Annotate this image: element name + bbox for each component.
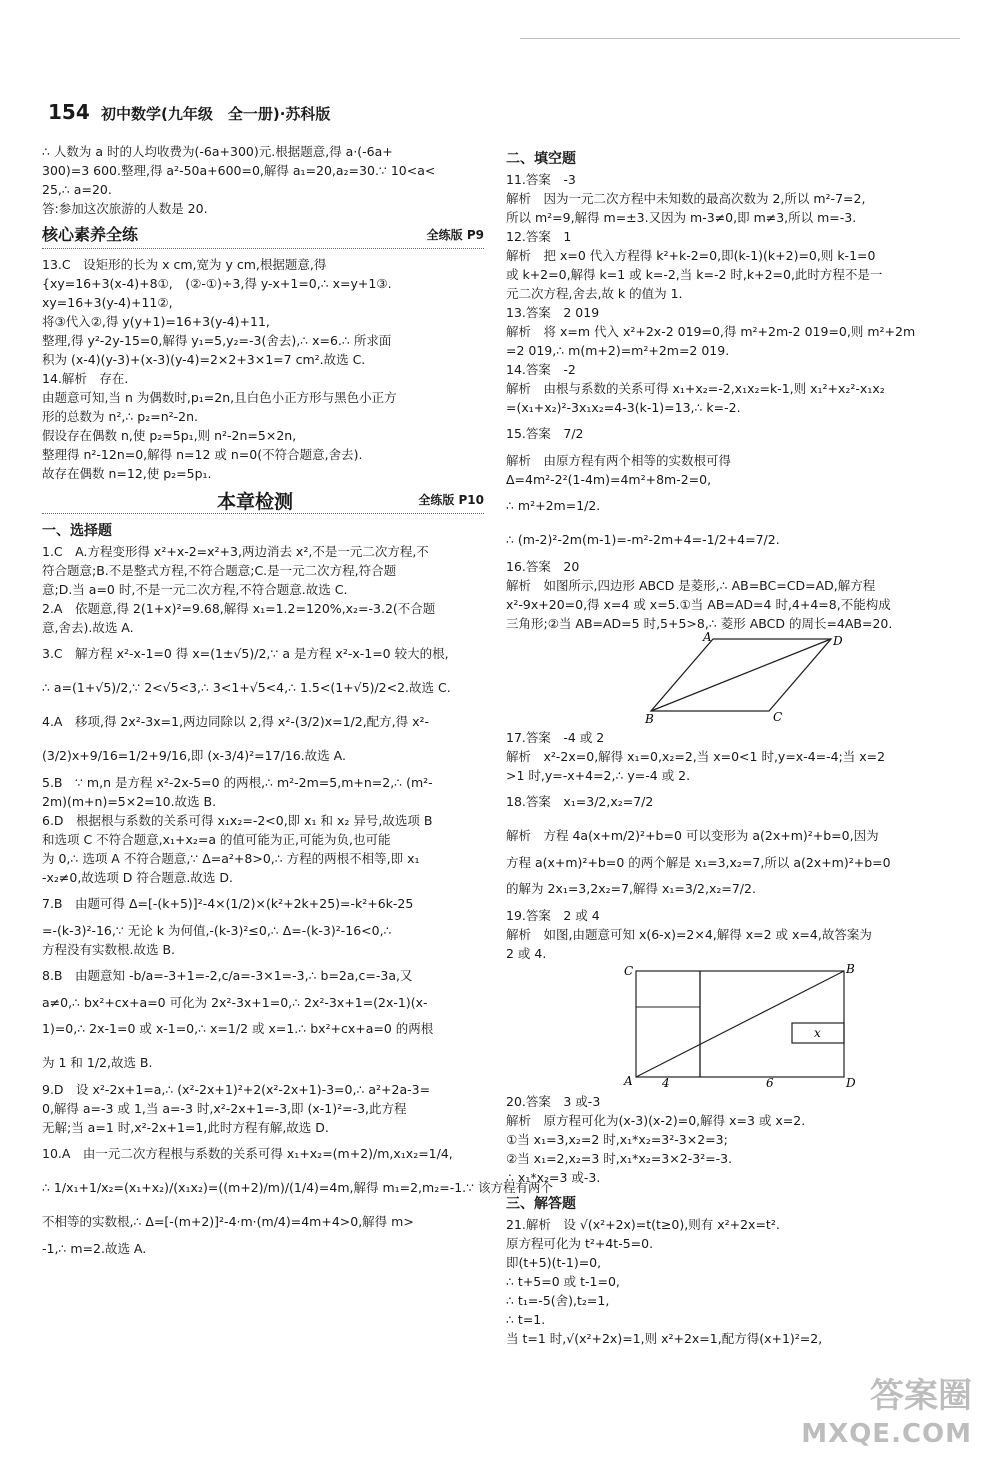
watermark-url: MXQE.COM	[801, 1419, 972, 1449]
text-line: 3.C 解方程 x²-x-1=0 得 x=(1±√5)/2,∵ a 是方程 x²-x-1=0 较大的根,	[42, 646, 449, 661]
text-line: ∴ t=1.	[506, 1312, 546, 1327]
text-line: 意;D.当 a=0 时,不是一元二次方程,不符合题意.故选 C.	[42, 582, 348, 597]
text-line: =-(k-3)²-16,∵ 无论 k 为何值,-(k-3)²≤0,∴ Δ=-(k-3)²-16<0,∴	[42, 923, 392, 938]
top-rule	[520, 38, 960, 39]
text-line: 4.A 移项,得 2x²-3x=1,两边同除以 2,得 x²-(3/2)x=1/2,配方,得 x²-	[42, 714, 430, 729]
label-A: A	[624, 1074, 633, 1088]
text-line: ∴ t₁=-5(舍),t₂=1,	[506, 1293, 610, 1308]
section-heading-ref: 全练版 P9	[426, 228, 484, 242]
page-number: 154	[48, 100, 90, 124]
text-line: 21.解析 设 √(x²+2x)=t(t≥0),则有 x²+2x=t².	[506, 1217, 780, 1232]
text-line: 解析 如图所示,四边形 ABCD 是菱形,∴ AB=BC=CD=AD,解方程	[506, 578, 876, 593]
section-heading-title: 本章检测	[217, 491, 294, 513]
label-D: D	[846, 1076, 856, 1090]
text-line: 11.答案 -3	[506, 172, 576, 187]
text-line: 8.B 由题意知 -b/a=-3+1=-2,c/a=-3×1=-3,∴ b=2a,c=-3a,又	[42, 968, 413, 983]
text-line: 13.C 设矩形的长为 x cm,宽为 y cm,根据题意,得	[42, 257, 327, 272]
text-line: 10.A 由一元二次方程根与系数的关系可得 x₁+x₂=(m+2)/m,x₁x₂=1/4,	[42, 1146, 453, 1161]
text-line: 故存在偶数 n=12,使 p₂=5p₁.	[42, 466, 212, 481]
text-line: =2 019,∴ m(m+2)=m²+2m=2 019.	[506, 343, 730, 358]
text-line: ①当 x₁=3,x₂=2 时,x₁*x₂=3²-3×2=3;	[506, 1132, 728, 1147]
label-D: D	[833, 634, 843, 648]
text-line: 形的总数为 n²,∴ p₂=n²-2n.	[42, 409, 199, 424]
text-line: x²-9x+20=0,得 x=4 或 x=5.①当 AB=AD=4 时,4+4=8,不能构成	[506, 597, 891, 612]
text-line: 整理,得 y²-2y-15=0,解得 y₁=5,y₂=-3(舍去),∴ x=6.∴ 所求面	[42, 333, 392, 348]
text-line: 由题意可知,当 n 为偶数时,p₁=2n,且白色小正方形与黑色小正方	[42, 390, 397, 405]
text-line: >1 时,y=-x+4=2,∴ y=-4 或 2.	[506, 768, 691, 783]
text-line: -x₂≠0,故选项 D 符合题意.故选 D.	[42, 870, 233, 885]
text-line: 1)=0,∴ 2x-1=0 或 x-1=0,∴ x=1/2 或 x=1.∴ bx²+cx+a=0 的两根	[42, 1021, 434, 1036]
text-line: 即(t+5)(t-1)=0,	[506, 1255, 602, 1270]
text-line: 13.答案 2 019	[506, 305, 600, 320]
text-line: 0,解得 a=-3 或 1,当 a=-3 时,x²-2x+1=-3,即 (x-1)²=-3,此方程	[42, 1101, 407, 1116]
text-line: 为 0,∴ 选项 A 不符合题意,∵ Δ=a²+8>0,∴ 方程的两根不相等,即 x₁	[42, 851, 420, 866]
text-line: ∴ x₁*x₂=3 或-3.	[506, 1170, 601, 1185]
text-line: 和选项 C 不符合题意,x₁+x₂=a 的值可能为正,可能为负,也可能	[42, 832, 391, 847]
text-line: 解析 由原方程有两个相等的实数根可得	[506, 453, 732, 468]
section-title: 三、解答题	[506, 1196, 576, 1212]
text-line: 2 或 4.	[506, 946, 547, 961]
text-line: 三角形;②当 AB=AD=5 时,5+5>8,∴ 菱形 ABCD 的周长=4AB=20.	[506, 616, 893, 631]
label-C: C	[773, 710, 783, 724]
label-6: 6	[766, 1076, 774, 1090]
text-line: -1,∴ m=2.故选 A.	[42, 1241, 147, 1256]
text-line: 解析 将 x=m 代入 x²+2x-2 019=0,得 m²+2m-2 019=0,则 m²+2m	[506, 324, 916, 339]
text-line: 7.B 由题可得 Δ=[-(k+5)]²-4×(1/2)×(k²+2k+25)=-k²+6k-25	[42, 896, 414, 911]
text-line: 当 t=1 时,√(x²+2x)=1,则 x²+2x=1,配方得(x+1)²=2,	[506, 1331, 823, 1346]
text-line: 解析 原方程可化为(x-3)(x-2)=0,解得 x=3 或 x=2.	[506, 1113, 806, 1128]
text-line: 无解;当 a=1 时,x²-2x+1=1,此时方程有解,故选 D.	[42, 1120, 329, 1135]
text-line: 6.D 根据根与系数的关系可得 x₁x₂=-2<0,即 x₁ 和 x₂ 异号,故选项 B	[42, 813, 433, 828]
rectangles-figure	[616, 963, 856, 1089]
label-4: 4	[662, 1076, 670, 1090]
rect-right	[700, 971, 844, 1077]
text-line: 12.答案 1	[506, 229, 572, 244]
text-line: Δ=4m²-2²(1-4m)=4m²+8m-2=0,	[506, 472, 712, 487]
text-line: 将③代入②,得 y(y+1)=16+3(y-4)+11,	[42, 314, 270, 329]
label-B: B	[645, 712, 654, 726]
text-line: 17.答案 -4 或 2	[506, 730, 605, 745]
text-line: 积为 (x-4)(y-3)+(x-3)(y-4)=2×2+3×1=7 cm².故选 C.	[42, 352, 366, 367]
text-line: a≠0,∴ bx²+cx+a=0 可化为 2x²-3x+1=0,∴ 2x²-3x+1=(2x-1)(x-	[42, 995, 428, 1010]
section-heading	[42, 222, 484, 249]
text-line: 解析 x²-2x=0,解得 x₁=0,x₂=2,当 x=0<1 时,y=x-4=-4;当 x=2	[506, 749, 886, 764]
text-line: ∴ m²+2m=1/2.	[506, 498, 601, 513]
text-line: 符合题意;B.不是整式方程,不符合题意;C.是一元二次方程,符合题	[42, 563, 397, 578]
rhombus-diagonal	[651, 639, 831, 711]
watermark-logo-text: 答案圈	[870, 1376, 972, 1416]
section-heading-title: 核心素养全练	[42, 225, 139, 244]
section-title: 一、选择题	[42, 523, 112, 539]
text-line: 解析 因为一元二次方程中未知数的最高次数为 2,所以 m²-7=2,	[506, 191, 866, 206]
text-line: 原方程可化为 t²+4t-5=0.	[506, 1236, 654, 1251]
text-line: 20.答案 3 或-3	[506, 1094, 601, 1109]
text-line: 解析 把 x=0 代入方程得 k²+k-2=0,即(k-1)(k+2)=0,则 k-1=0	[506, 248, 876, 263]
text-line: 300)=3 600.整理,得 a²-50a+600=0,解得 a₁=20,a₂=30.∵ 10<a<	[42, 163, 436, 178]
rect-diagonal	[636, 971, 844, 1077]
text-line: 2.A 依题意,得 2(1+x)²=9.68,解得 x₁=1.2=120%,x₂=-3.2(不合题	[42, 601, 436, 616]
text-line: 假设存在偶数 n,使 p₂=5p₁,则 n²-2n=5×2n,	[42, 428, 297, 443]
text-line: ∴ t+5=0 或 t-1=0,	[506, 1274, 620, 1289]
section-title: 二、填空题	[506, 151, 576, 167]
text-line: 15.答案 7/2	[506, 426, 584, 441]
text-line: 19.答案 2 或 4	[506, 908, 600, 923]
text-line: 方程 a(x+m)²+b=0 的两个解是 x₁=3,x₂=7,所以 a(2x+m)²+b=0	[506, 855, 891, 870]
text-line: 所以 m²=9,解得 m=±3.又因为 m-3≠0,即 m≠3,所以 m=-3.	[506, 210, 857, 225]
right-column	[506, 142, 962, 1348]
label-C: C	[624, 964, 634, 978]
text-line: 14.答案 -2	[506, 362, 576, 377]
text-line: ∴ 1/x₁+1/x₂=(x₁+x₂)/(x₁x₂)=((m+2)/m)/(1/4)=4m,解得 m₁=2,m₂=-1.∵ 该方程有两个	[42, 1180, 554, 1195]
section-heading-ref: 全练版 P10	[418, 493, 484, 507]
book-title: 初中数学(九年级 全一册)·苏科版	[100, 105, 331, 123]
page-header	[48, 100, 330, 124]
section-heading	[42, 487, 484, 514]
label-A: A	[703, 630, 712, 644]
label-B: B	[846, 962, 855, 976]
text-line: =(x₁+x₂)²-3x₁x₂=4-3(k-1)=13,∴ k=-2.	[506, 400, 741, 415]
text-line: 解析 如图,由题意可知 x(6-x)=2×4,解得 x=2 或 x=4,故答案为	[506, 927, 872, 942]
rhombus-figure	[641, 630, 843, 726]
text-line: 2m)(m+n)=5×2=10.故选 B.	[42, 794, 217, 809]
text-line: ∴ (m-2)²-2m(m-1)=-m²-2m+4=-1/2+4=7/2.	[506, 532, 780, 547]
text-line: ∴ 人数为 a 时的人均收费为(-6a+300)元.根据题意,得 a·(-6a+	[42, 144, 393, 159]
text-line: {xy=16+3(x-4)+8①, (②-①)÷3,得 y-x+1=0,∴ x=y+1③.	[42, 276, 392, 291]
text-line: 不相等的实数根,∴ Δ=[-(m+2)]²-4·m·(m/4)=4m+4>0,解得 m>	[42, 1214, 414, 1229]
text-line: 为 1 和 1/2,故选 B.	[42, 1055, 153, 1070]
text-line: 意,舍去).故选 A.	[42, 620, 134, 635]
text-line: 答:参加这次旅游的人数是 20.	[42, 201, 208, 216]
text-line: xy=16+3(y-4)+11②,	[42, 295, 173, 310]
text-line: 元二次方程,舍去,故 k 的值为 1.	[506, 286, 683, 301]
text-line: 9.D 设 x²-2x+1=a,∴ (x²-2x+1)²+2(x²-2x+1)-3=0,∴ a²+2a-3=	[42, 1082, 431, 1097]
text-line: 16.答案 20	[506, 559, 580, 574]
text-line: 解析 由根与系数的关系可得 x₁+x₂=-2,x₁x₂=k-1,则 x₁²+x₂²-x₁x₂	[506, 381, 885, 396]
text-line: 14.解析 存在.	[42, 371, 129, 386]
label-x: x	[814, 1026, 821, 1040]
text-line: ②当 x₁=2,x₂=3 时,x₁*x₂=3×2-3²=-3.	[506, 1151, 733, 1166]
watermark	[801, 1377, 972, 1453]
text-line: 的解为 2x₁=3,2x₂=7,解得 x₁=3/2,x₂=7/2.	[506, 881, 756, 896]
text-line: 18.答案 x₁=3/2,x₂=7/2	[506, 794, 654, 809]
text-line: 方程没有实数根.故选 B.	[42, 942, 175, 957]
text-line: (3/2)x+9/16=1/2+9/16,即 (x-3/4)²=17/16.故选 A.	[42, 748, 346, 763]
text-line: 整理得 n²-12n=0,解得 n=12 或 n=0(不符合题意,舍去).	[42, 447, 363, 462]
text-line: 解析 方程 4a(x+m/2)²+b=0 可以变形为 a(2x+m)²+b=0,因为	[506, 828, 879, 843]
text-line: 或 k+2=0,解得 k=1 或 k=-2,当 k=-2 时,k+2=0,此时方程不是一	[506, 267, 883, 282]
text-line: ∴ a=(1+√5)/2,∵ 2<√5<3,∴ 3<1+√5<4,∴ 1.5<(1+√5)/2<2.故选 C.	[42, 680, 451, 695]
text-line: 5.B ∵ m,n 是方程 x²-2x-5=0 的两根,∴ m²-2m=5,m+n=2,∴ (m²-	[42, 775, 433, 790]
text-line: 1.C A.方程变形得 x²+x-2=x²+3,两边消去 x²,不是一元二次方程,不	[42, 544, 429, 559]
text-line: 25,∴ a=20.	[42, 182, 112, 197]
